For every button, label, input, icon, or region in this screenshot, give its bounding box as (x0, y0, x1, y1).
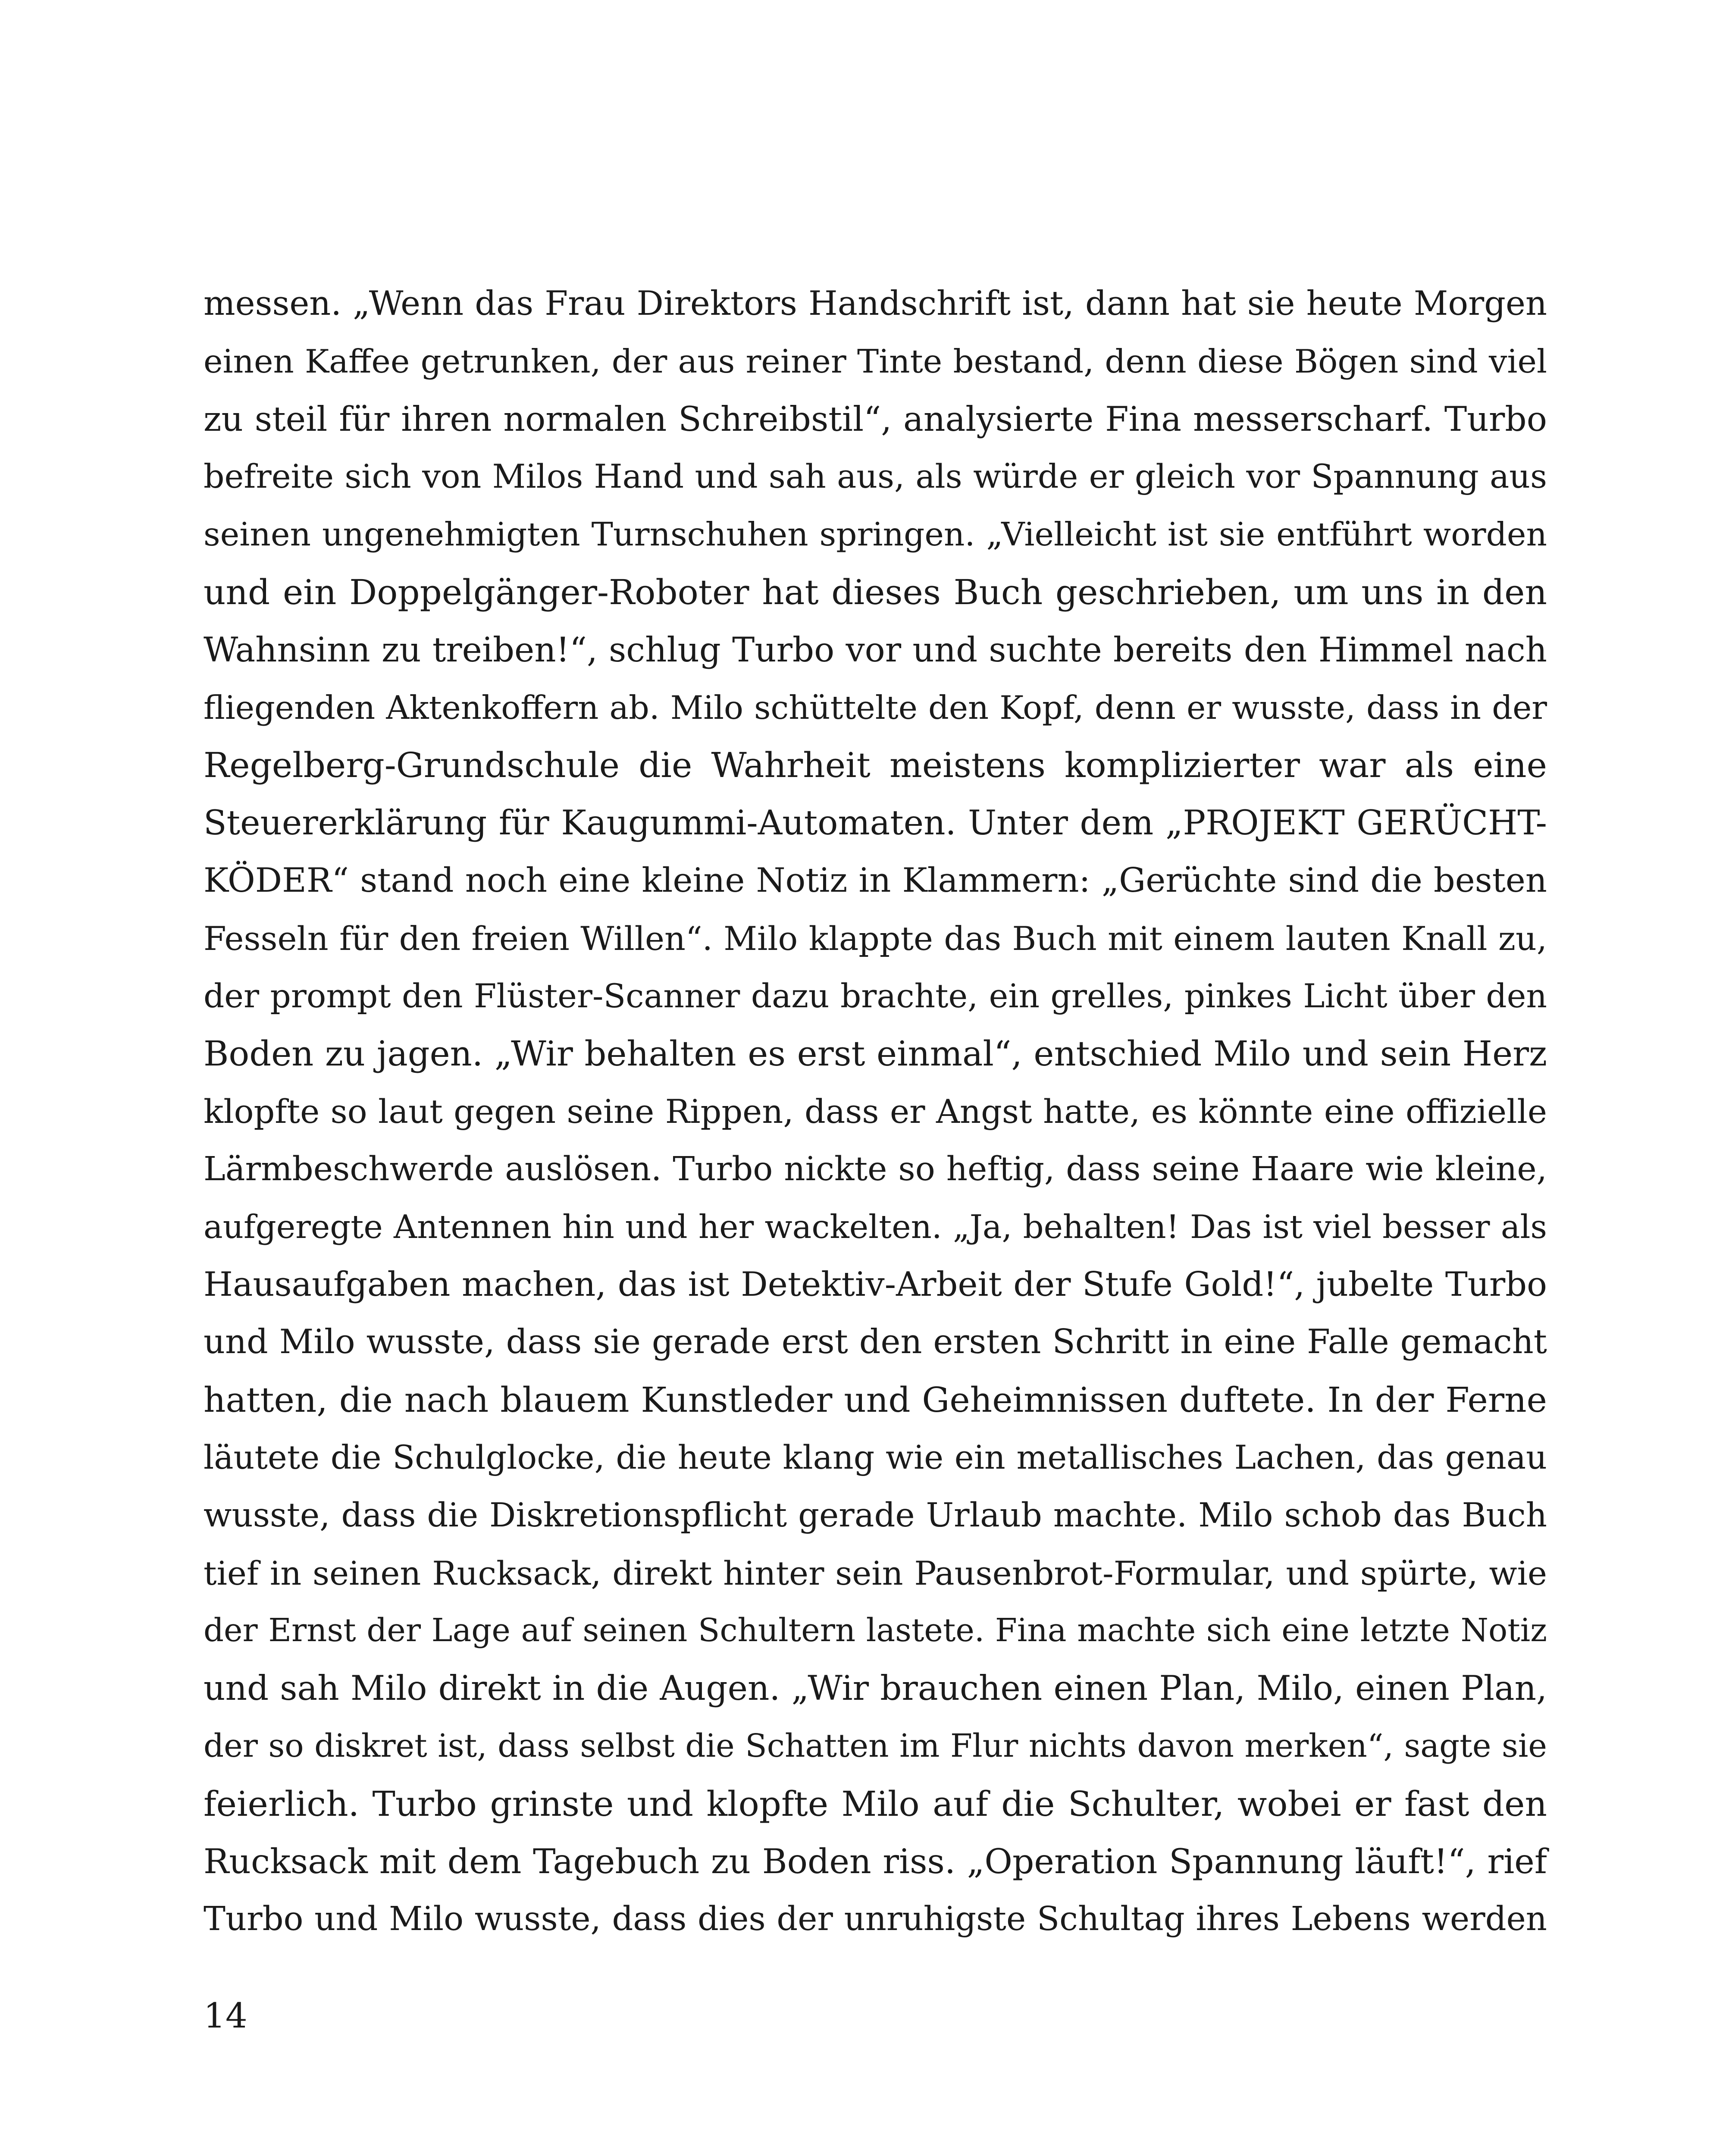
text-line: und sah Milo direkt in die Augen. „Wir brauchen einen Plan, Milo, einen Plan, (204, 1669, 1547, 1708)
text-line: messen. „Wenn das Frau Direktors Handschrift ist, dann hat sie heute Morgen (204, 284, 1547, 323)
text-line: der Ernst der Lage auf seinen Schultern lastete. Fina machte sich eine letzte Notiz (204, 1612, 1547, 1649)
text-line: Turbo und Milo wusste, dass dies der unruhigste Schultag ihres Lebens werden (204, 1900, 1547, 1939)
text-line: seinen ungenehmigten Turnschuhen springen. „Vielleicht ist sie entführt worden (204, 515, 1547, 554)
text-line: befreite sich von Milos Hand und sah aus, als würde er gleich vor Spannung aus (204, 458, 1547, 496)
text-line: feierlich. Turbo grinste und klopfte Milo auf die Schulter, wobei er fast den (204, 1783, 1547, 1824)
text-line: Rucksack mit dem Tagebuch zu Boden riss. „Operation Spannung läuft!“, rief (204, 1841, 1547, 1881)
text-line: und ein Doppelgänger-Roboter hat dieses Buch geschrieben, um uns in den (204, 572, 1547, 612)
text-line: Fesseln für den freien Willen“. Milo klappte das Buch mit einem lauten Knall zu, (204, 919, 1547, 958)
text-line: Regelberg-Grundschule die Wahrheit meistens komplizierter war als eine (204, 745, 1547, 786)
text-line: KÖDER“ stand noch eine kleine Notiz in Klammern: „Gerüchte sind die besten (204, 861, 1547, 900)
text-line: wusste, dass die Diskretionspflicht gerade Urlaub machte. Milo schob das Buch (204, 1496, 1547, 1535)
text-line: Lärmbeschwerde auslösen. Turbo nickte so heftig, dass seine Haare wie kleine, (204, 1150, 1547, 1188)
text-line: zu steil für ihren normalen Schreibstil“, analysierte Fina messerscharf. Turbo (204, 399, 1547, 439)
body-text (204, 275, 1547, 1948)
text-line: fliegenden Aktenkoffern ab. Milo schüttelte den Kopf, denn er wusste, dass in der (204, 689, 1547, 727)
page-number: 14 (204, 1996, 247, 2036)
text-line: läutete die Schulglocke, die heute klang wie ein metallisches Lachen, das genau (204, 1438, 1547, 1476)
text-line: der so diskret ist, dass selbst die Schatten im Flur nichts davon merken“, sagte sie (204, 1727, 1547, 1764)
text-line: Steuererklärung für Kaugummi-Automaten. Unter dem „PROJEKT GERÜCHT- (204, 803, 1547, 843)
text-line: Hausaufgaben machen, das ist Detektiv-Arbeit der Stufe Gold!“, jubelte Turbo (204, 1265, 1547, 1304)
text-line: tief in seinen Rucksack, direkt hinter sein Pausenbrot-Formular, und spürte, wie (204, 1554, 1547, 1592)
text-line: klopfte so laut gegen seine Rippen, dass er Angst hatte, es könnte eine offizielle (204, 1092, 1547, 1131)
text-line: Boden zu jagen. „Wir behalten es erst einmal“, entschied Milo und sein Herz (204, 1034, 1547, 1074)
text-line: und Milo wusste, dass sie gerade erst den ersten Schritt in eine Falle gemacht (204, 1322, 1547, 1362)
text-line: aufgeregte Antennen hin und her wackelten. „Ja, behalten! Das ist viel besser als (204, 1207, 1547, 1246)
text-line: der prompt den Flüster-Scanner dazu brachte, ein grelles, pinkes Licht über den (204, 977, 1547, 1015)
text-line: Wahnsinn zu treiben!“, schlug Turbo vor und suchte bereits den Himmel nach (204, 630, 1547, 670)
text-line: einen Kaffee getrunken, der aus reiner Tinte bestand, denn diese Bögen sind viel (204, 342, 1547, 380)
text-line: hatten, die nach blauem Kunstleder und Geheimnissen duftete. In der Ferne (204, 1380, 1547, 1420)
